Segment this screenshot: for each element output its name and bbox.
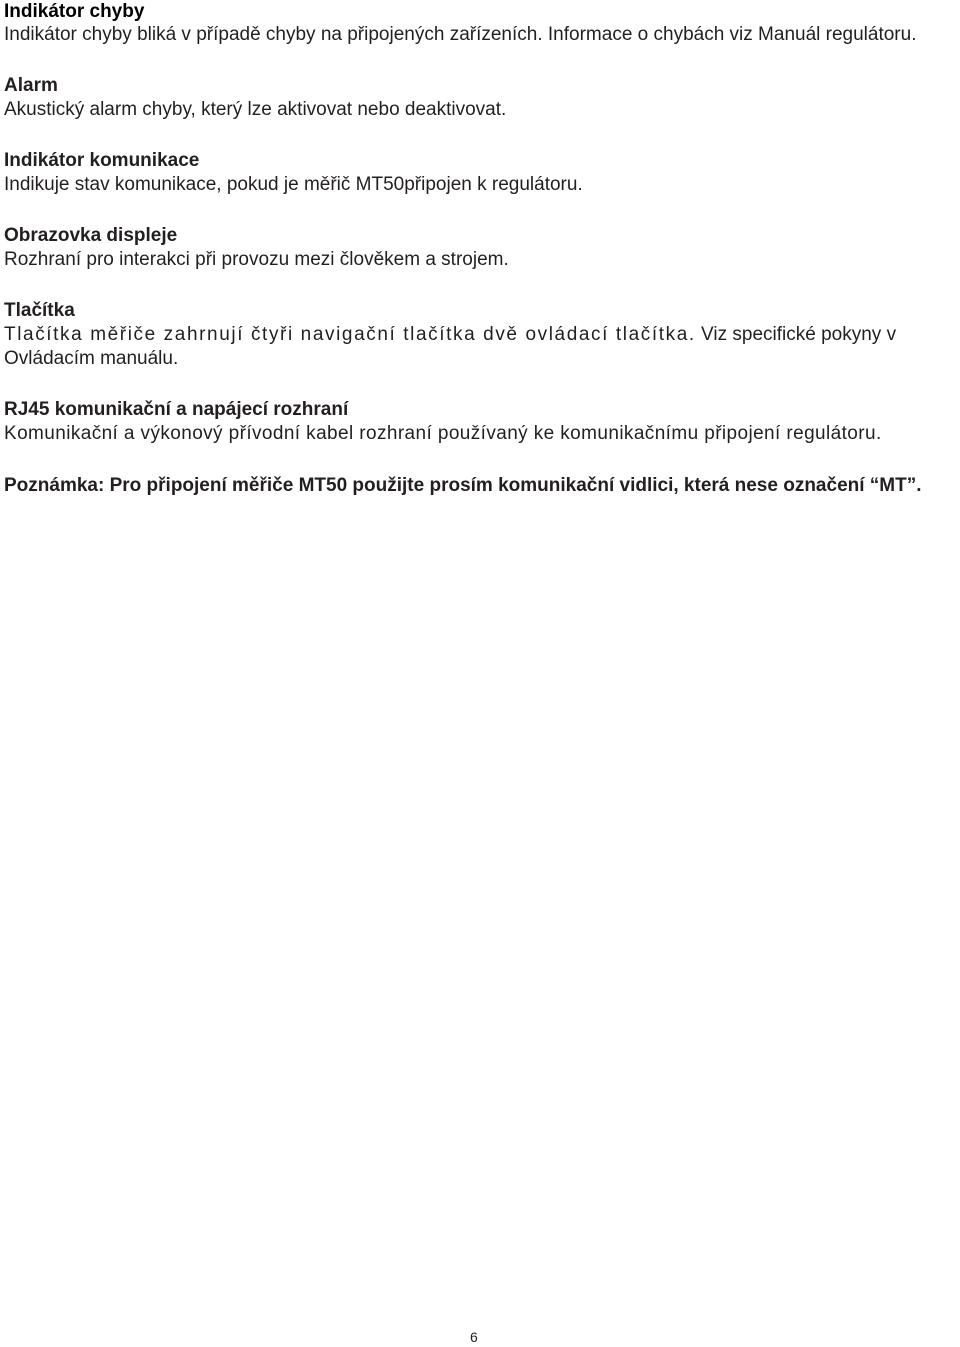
section-title: Obrazovka displeje	[4, 225, 178, 246]
section-body	[4, 323, 960, 371]
section-title: Alarm	[4, 75, 58, 96]
section-body: Indikátor chyby bliká v případě chyby na připojených zařízeních. Informace o chybách viz Manuál regulátoru.	[4, 24, 917, 45]
section-body: Indikuje stav komunikace, pokud je měřič MT50připojen k regulátoru.	[4, 174, 583, 195]
section-communication-indicator	[4, 149, 960, 197]
section-body: Akustický alarm chyby, který lze aktivovat nebo deaktivovat.	[4, 99, 507, 120]
section-body-spaced: Tlačítka měřiče zahrnují čtyři navigační tlačítka dvě ovládací tlačítka.	[4, 324, 696, 345]
section-rj45	[4, 398, 960, 446]
note-paragraph: Poznámka: Pro připojení měřiče MT50 použijte prosím komunikační vidlici, která nese označení “MT”.	[4, 475, 922, 496]
section-body-rest: Viz specifické pokyny v Ovládacím manuálu.	[4, 324, 897, 369]
section-alarm	[4, 74, 960, 122]
section-title: Indikátor komunikace	[4, 150, 200, 171]
section-error-indicator	[4, 0, 960, 47]
section-title: RJ45 komunikační a napájecí rozhraní	[4, 399, 349, 420]
section-title: Tlačítka	[4, 300, 75, 321]
section-buttons	[4, 299, 960, 371]
section-body: Rozhraní pro interakci při provozu mezi člověkem a strojem.	[4, 249, 509, 270]
section-body: Komunikační a výkonový přívodní kabel rozhraní používaný ke komunikačnímu připojení regulátoru.	[4, 423, 882, 444]
page-number: 6	[470, 1329, 478, 1345]
section-title: Indikátor chyby	[4, 1, 145, 22]
document-page	[4, 0, 960, 498]
section-display-screen	[4, 224, 960, 272]
